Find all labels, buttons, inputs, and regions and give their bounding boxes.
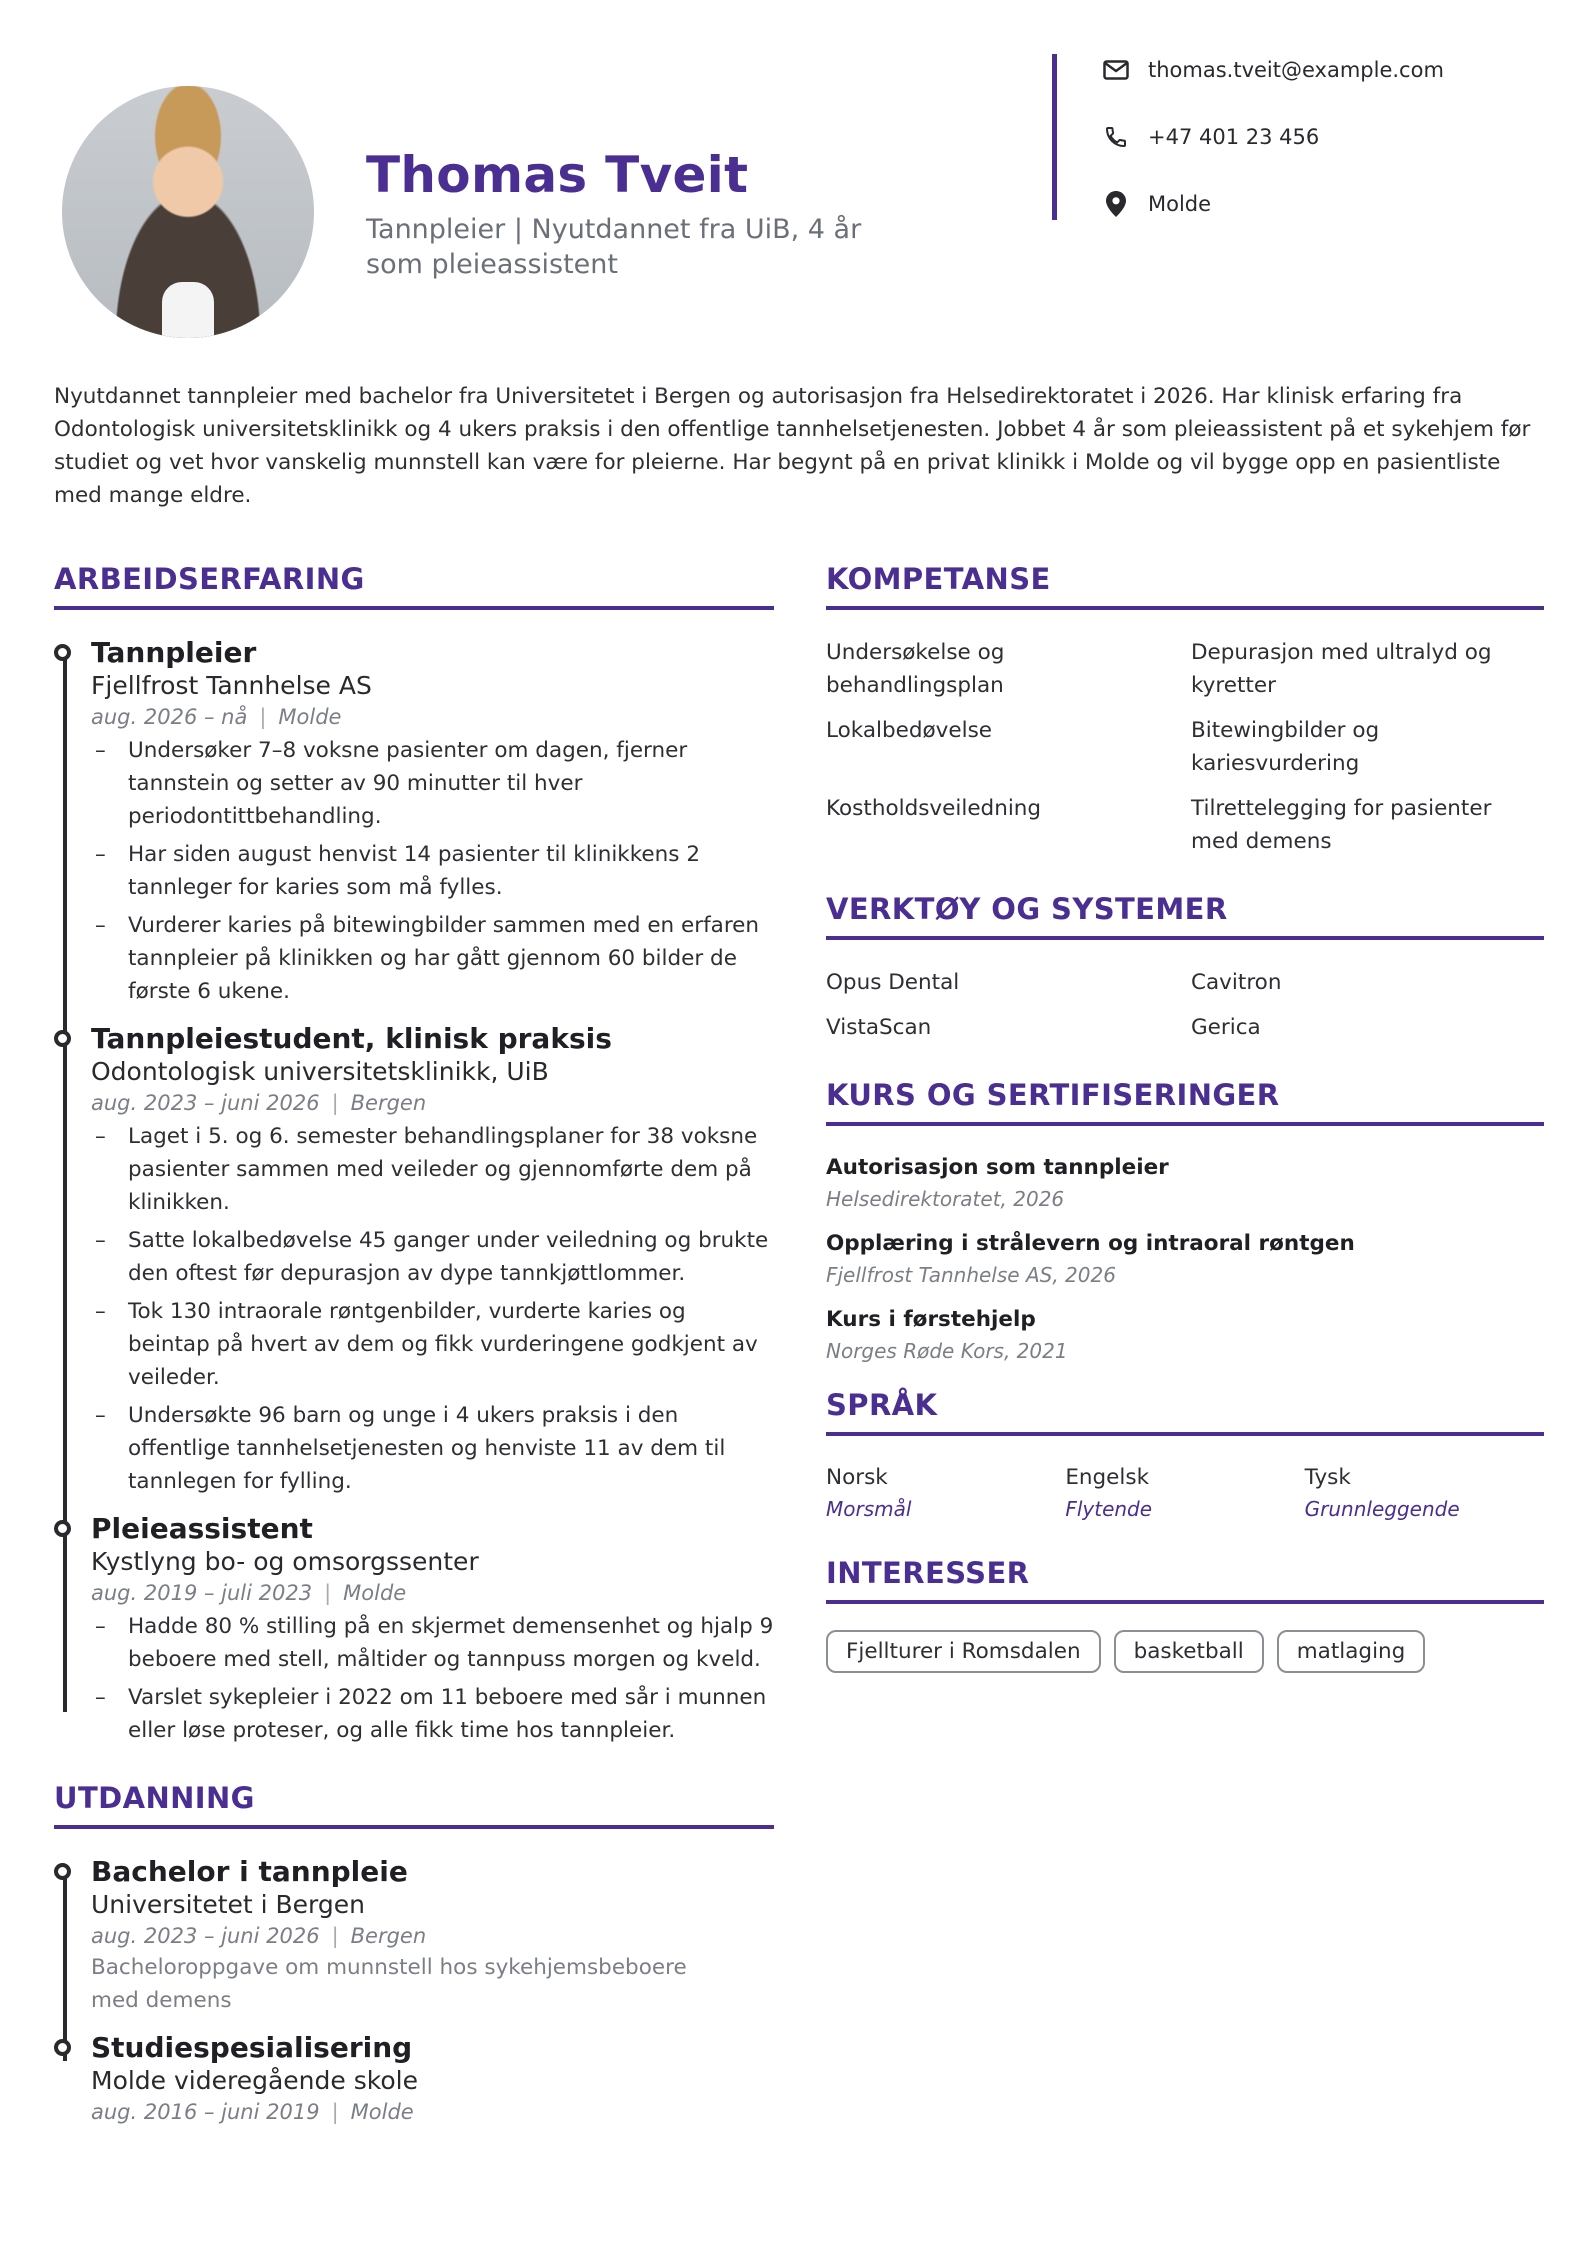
job-date: aug. 2026 – nå [91,705,248,729]
contact-phone[interactable] [1102,123,1319,151]
timeline-dot [54,1520,71,1537]
profile-summary: Nyutdannet tannpleier med bachelor fra Universitetet i Bergen og autorisasjon fra Helsedirektoratet i 2026. Har klinisk erfaring fra Odontologisk universitetsklinikk og 4 ukers praksis i den offentlige tannhelsetjenesten. Jobbet 4 år som pleieassistent på et sykehjem før studiet og vet hvor vanskelig munnstell kan være for pleierne. Har begynt på en privat klinikk i Molde og vil bygge opp en pasientliste med mange eldre. [54,384,1531,508]
language-name: Engelsk [1065,1465,1150,1490]
tool-item: Gerica [1191,1015,1261,1040]
tool-item: Cavitron [1191,970,1282,995]
course-title: Opplæring i strålevern og intraoral røntgen [826,1231,1355,1256]
experience-entry [91,1022,774,1498]
education-date: aug. 2023 – juni 2026 [91,1924,320,1948]
job-meta: aug. 2026 – nå | Molde [91,705,342,729]
language-item [1065,1462,1304,1524]
education-entry [91,2031,774,2127]
headline: Tannpleier | Nyutdannet fra UiB, 4 år som pleieassistent [366,214,862,280]
tool-item: Opus Dental [826,970,960,995]
course-title: Kurs i førstehjelp [826,1307,1036,1332]
education-meta: aug. 2016 – juni 2019 | Molde [91,2100,414,2124]
education-date: aug. 2016 – juni 2019 [91,2100,320,2124]
bullet-item: – Laget i 5. og 6. semester behandlingsplaner for 38 voksne pasienter sammen med veileder og gjennomførte dem på klinikken. [91,1120,774,1219]
school: Molde videregående skole [91,2066,418,2095]
language-level: Grunnleggende [1304,1497,1460,1521]
education-entry [91,1855,774,2017]
job-title: Pleieassistent [91,1512,313,1545]
resume-header [0,0,1588,360]
contact-divider [1052,54,1057,220]
education-meta: aug. 2023 – juni 2026 | Bergen [91,1924,427,1948]
degree-title: Studiespesialisering [91,2031,413,2064]
education-description: Bacheloroppgave om munnstell hos sykehjemsbeboere med demens [91,1955,687,2013]
person-name: Thomas Tveit [366,146,749,204]
timeline-dot [54,2039,71,2056]
timeline-dot [54,644,71,661]
left-column [54,562,774,2141]
experience-timeline [54,636,774,1747]
job-date: aug. 2019 – juli 2023 [91,1581,313,1605]
experience-entry [91,1512,774,1747]
contact-location [1102,190,1211,218]
school: Universitetet i Bergen [91,1890,365,1919]
phone-text: +47 401 23 456 [1148,125,1320,149]
skills-grid [826,636,1544,870]
bullet-item: – Varslet sykepleier i 2022 om 11 beboere med sår i munnen eller løse proteser, og alle fikk time hos tannpleier. [91,1681,774,1747]
timeline-dot [54,1030,71,1047]
phone-icon [1102,123,1130,151]
course-title: Autorisasjon som tannpleier [826,1155,1169,1180]
bullet-item: – Har siden august henvist 14 pasienter til klinikkens 2 tannleger for karies som må fylles. [91,838,774,904]
job-title: Tannpleier [91,636,257,669]
interests-tags [826,1630,1544,1673]
interest-tag: basketball [1114,1630,1264,1673]
education-place: Molde [350,2100,414,2124]
location-text: Molde [1148,192,1212,216]
job-bullets [91,1120,774,1498]
language-name: Tysk [1304,1465,1351,1490]
skill-item: Kostholdsveiledning [826,796,1042,821]
job-meta: aug. 2023 – juni 2026 | Bergen [91,1091,427,1115]
job-place: Molde [343,1581,407,1605]
bullet-item: – Satte lokalbedøvelse 45 ganger under veiledning og brukte den oftest før depurasjon av dype tannkjøttlommer. [91,1224,774,1290]
right-column [826,562,1544,1673]
skill-item: Undersøkelse og behandlingsplan [826,640,1005,698]
course-item [826,1228,1544,1290]
course-item [826,1152,1544,1214]
job-place: Molde [278,705,342,729]
employer: Kystlyng bo- og omsorgssenter [91,1547,479,1576]
employer: Odontologisk universitetsklinikk, UiB [91,1057,549,1086]
skill-item: Lokalbedøvelse [826,718,993,743]
interest-tag: matlaging [1277,1630,1426,1673]
interests-heading: INTERESSER [826,1556,1544,1604]
job-date: aug. 2023 – juni 2026 [91,1091,320,1115]
mail-icon [1102,56,1130,84]
degree-title: Bachelor i tannpleie [91,1855,408,1888]
job-place: Bergen [350,1091,427,1115]
skill-item: Depurasjon med ultralyd og kyretter [1191,640,1492,698]
bullet-item: – Undersøker 7–8 voksne pasienter om dagen, fjerner tannstein og setter av 90 minutter til hver periodontittbehandling. [91,734,774,833]
tools-grid [826,966,1544,1056]
education-place: Bergen [350,1924,427,1948]
job-bullets [91,1610,774,1747]
languages-list [826,1462,1544,1524]
tool-item: VistaScan [826,1015,932,1040]
employer: Fjellfrost Tannhelse AS [91,671,372,700]
job-bullets [91,734,774,1008]
timeline-dot [54,1863,71,1880]
language-item [1305,1462,1544,1524]
contact-email[interactable] [1102,56,1444,84]
experience-heading: ARBEIDSERFARING [54,562,774,610]
interest-tag: Fjellturer i Romsdalen [826,1630,1101,1673]
bullet-item: – Vurderer karies på bitewingbilder sammen med en erfaren tannpleier på klinikken og har gått gjennom 60 bilder de første 6 ukene. [91,909,774,1008]
language-level: Flytende [1065,1497,1153,1521]
courses-list [826,1152,1544,1366]
experience-entry [91,636,774,1008]
language-item [826,1462,1065,1524]
job-meta: aug. 2019 – juli 2023 | Molde [91,1581,407,1605]
tools-heading: VERKTØY OG SYSTEMER [826,892,1544,940]
skill-item: Tilrettelegging for pasienter med demens [1191,796,1492,854]
skills-heading: KOMPETANSE [826,562,1544,610]
timeline-line [63,652,67,1712]
course-source: Helsedirektoratet, 2026 [826,1187,1065,1211]
courses-heading: KURS OG SERTIFISERINGER [826,1078,1544,1126]
bullet-item: – Hadde 80 % stilling på en skjermet demensenhet og hjalp 9 beboere med stell, måltider og tannpuss morgen og kveld. [91,1610,774,1676]
bullet-item: – Undersøkte 96 barn og unge i 4 ukers praksis i den offentlige tannhelsetjenesten og henviste 11 av dem til tannlegen for fylling. [91,1399,774,1498]
languages-heading: SPRÅK [826,1388,1544,1436]
profile-photo [62,86,314,338]
education-heading: UTDANNING [54,1781,774,1829]
course-item [826,1304,1544,1366]
course-source: Fjellfrost Tannhelse AS, 2026 [826,1263,1116,1287]
bullet-item: – Tok 130 intraorale røntgenbilder, vurderte karies og beintap på hvert av dem og fikk vurderingene godkjent av veileder. [91,1295,774,1394]
timeline-line [63,1871,67,2061]
skill-item: Bitewingbilder og kariesvurdering [1191,718,1380,776]
course-source: Norges Røde Kors, 2021 [826,1339,1068,1363]
language-name: Norsk [826,1465,888,1490]
education-timeline [54,1855,774,2127]
job-title: Tannpleiestudent, klinisk praksis [91,1022,612,1055]
location-pin-icon [1102,190,1130,218]
language-level: Morsmål [826,1497,912,1521]
email-text: thomas.tveit@example.com [1148,58,1444,82]
